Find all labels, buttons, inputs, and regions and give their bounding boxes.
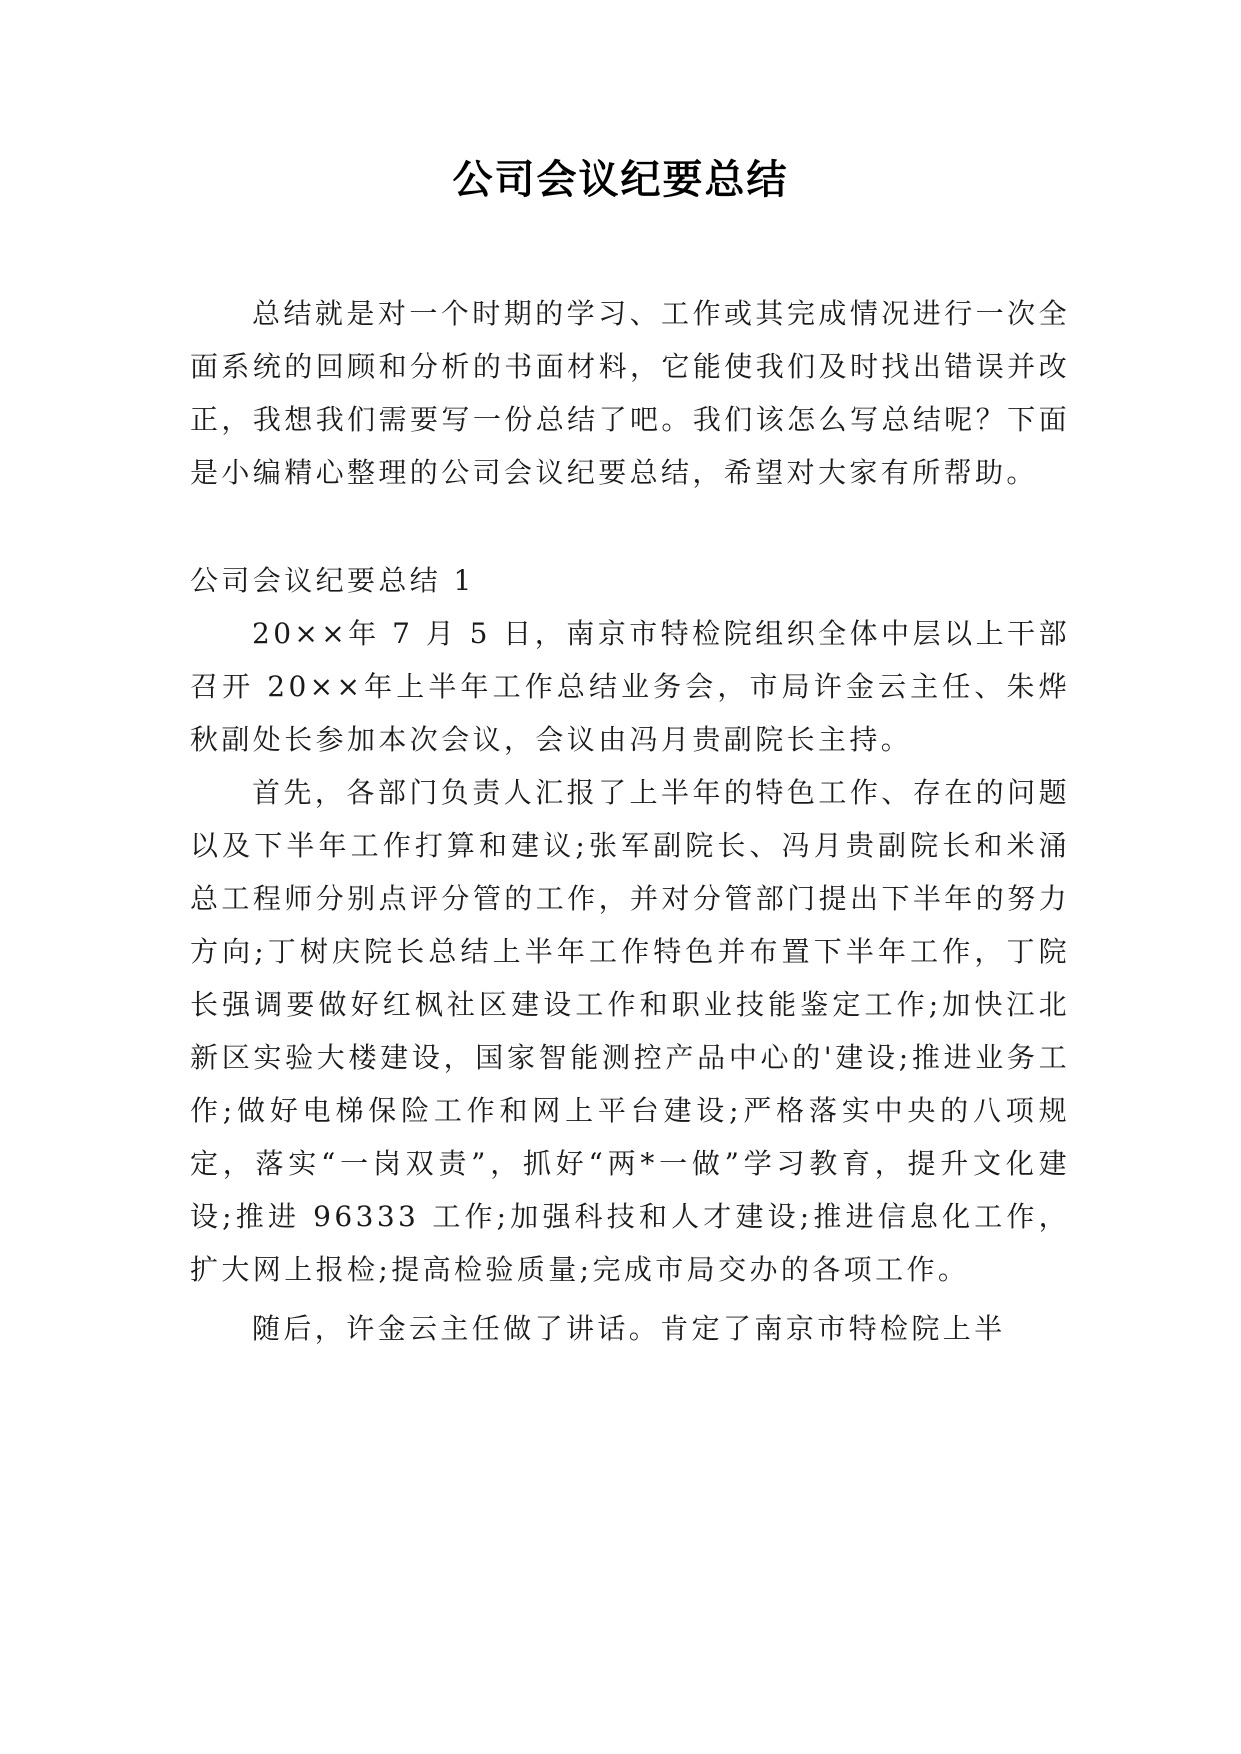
- paragraph-meeting-info: 20××年 7 月 5 日，南京市特检院组织全体中层以上干部召开 20××年上半年工作总结业务会，市局许金云主任、朱烨秋副处长参加本次会议，会议由冯月贵副院长主持。: [190, 617, 1070, 756]
- document-title: 公司会议纪要总结: [452, 156, 789, 203]
- paragraph-director-speech: 随后，许金云主任做了讲话。肯定了南京市特检院上半: [252, 1312, 1006, 1345]
- paragraph-department-reports: 首先，各部门负责人汇报了上半年的特色工作、存在的问题以及下半年工作打算和建议;张军副院长、冯月贵副院长和米涌总工程师分别点评分管的工作，并对分管部门提出下半年的努力方向;丁树庆院长总结上半年工作特色并布置下半年工作，丁院长强调要做好红枫社区建设工作和职业技能鉴定工作;加快江北新区实验大楼建设，国家智能测控产品中心的'建设;推进业务工作;做好电梯保险工作和网上平台建设;严格落实中央的八项规定，落实“一岗双责”，抓好“两*一做”学习教育，提升文化建设;推进 96333 工作;加强科技和人才建设;推进信息化工作，扩大网上报检;提高检验质量;完成市局交办的各项工作。: [190, 776, 1070, 1286]
- intro-paragraph: 总结就是对一个时期的学习、工作或其完成情况进行一次全面系统的回顾和分析的书面材料，它能使我们及时找出错误并改正，我想我们需要写一份总结了吧。我们该怎么写总结呢？下面是小编精心整理的公司会议纪要总结，希望对大家有所帮助。: [190, 297, 1070, 489]
- section-heading: 公司会议纪要总结 1: [190, 564, 475, 597]
- document-body: [190, 287, 1070, 1355]
